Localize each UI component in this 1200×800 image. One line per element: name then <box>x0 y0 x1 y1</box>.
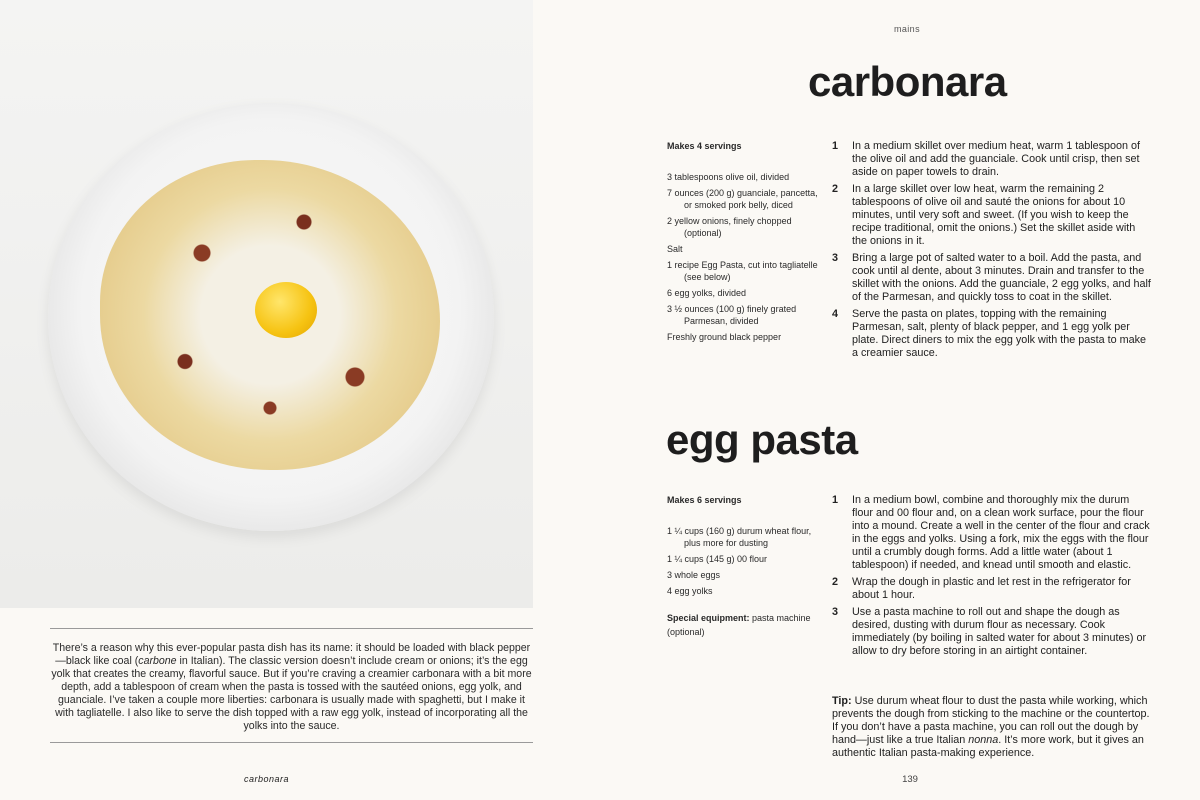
carbonara-ingredients <box>667 140 827 347</box>
recipe-title-carbonara: carbonara <box>808 58 1007 105</box>
ingredient: 3 tablespoons olive oil, divided <box>667 172 790 182</box>
yield: Makes 4 servings <box>667 141 742 151</box>
recipe-title-egg-pasta: egg pasta <box>666 416 858 463</box>
ingredient: Freshly ground black pepper <box>667 332 782 342</box>
ingredient: 7 ounces (200 g) guanciale, pancetta, or smoked pork belly, diced <box>667 188 818 210</box>
ingredient: 1 ¼ cups (145 g) 00 flour <box>667 554 768 564</box>
ingredient: 1 ¼ cups (160 g) durum wheat flour, plus more for dusting <box>667 526 812 548</box>
step-text: Serve the pasta on plates, topping with the remaining Parmesan, salt, plenty of black pepper, and 1 egg yolk per plate. Direct diners to mix the egg yolk with the pasta to make a creamier sauce. <box>852 308 1147 359</box>
tip-text: Use durum wheat flour to dust the pasta while working, which prevents the dough from sticking to the machine or the countertop. If you don’t have a pasta machine, you can roll out the dough by hand—just like a true Italian <box>832 695 1150 746</box>
equipment-text: pasta machine (optional) <box>667 613 811 637</box>
intro-italic: carbone <box>138 655 177 667</box>
step-text: Bring a large pot of salted water to a boil. Add the pasta, and cook until al dente, about 3 minutes. Drain and transfer to the skillet with the onions. Add the guanciale, 2 egg yolks, and half of the Parmesan, and quickly toss to coat in the skillet. <box>852 252 1151 303</box>
carbonara-photo <box>0 0 533 608</box>
step-number: 4 <box>832 308 839 320</box>
step-text: Wrap the dough in plastic and let rest in the refrigerator for about 1 hour. <box>852 576 1131 601</box>
section-label: mains <box>893 24 920 34</box>
tip-text: . It’s more work, but it gives an authentic Italian pasta-making experience. <box>832 734 1144 759</box>
ingredient: 3 ½ ounces (100 g) finely grated Parmesan, divided <box>667 304 797 326</box>
step-number: 2 <box>832 576 839 588</box>
tip-italic: nonna <box>968 734 999 746</box>
carbonara-steps <box>832 140 1152 364</box>
step <box>832 183 1152 248</box>
step-text: Use a pasta machine to roll out and shape the dough as desired, dusting with durum flour as necessary. Cook immediately (by boiling in salted water for about 3 minutes) or allow to dry before storing in an airtight container. <box>852 606 1147 657</box>
special-equipment <box>667 611 827 639</box>
ingredient: 2 yellow onions, finely chopped (optional) <box>667 216 792 238</box>
step-text: In a medium bowl, combine and thoroughly mix the durum flour and 00 flour and, on a clean work surface, pour the flour into a mound. Create a well in the center of the flour and crack in the eggs and yolks. Using a fork, mix the eggs with the flour until a crumbly dough forms. Add a little water (about 1 tablespoon) if needed, and knead until smooth and elastic. <box>852 494 1150 571</box>
step <box>832 308 1152 360</box>
step-text: In a medium skillet over medium heat, warm 1 tablespoon of the olive oil and add the guanciale. Cook until crisp, then set aside on paper towels to drain. <box>852 140 1141 178</box>
egg-pasta-ingredients <box>667 494 827 639</box>
ingredient: Salt <box>667 244 683 254</box>
egg-yolk <box>255 282 317 338</box>
ingredient: 6 egg yolks, divided <box>667 288 747 298</box>
step-number: 3 <box>832 606 839 618</box>
equipment-label: Special equipment: <box>667 613 750 623</box>
step <box>832 576 1152 602</box>
step <box>832 252 1152 304</box>
step-number: 1 <box>832 494 839 506</box>
yield: Makes 6 servings <box>667 495 742 505</box>
tip-label: Tip: <box>832 695 852 707</box>
step <box>832 494 1152 572</box>
intro-text: There’s a reason why this ever-popular pasta dish has its name: it should be loaded with black pepper—black like coal ( <box>52 642 531 667</box>
ingredient: 3 whole eggs <box>667 570 721 580</box>
step-number: 2 <box>832 183 839 195</box>
intro-text: in Italian). The classic version doesn’t include cream or onions; it’s the egg yolk that creates the creamy, flavorful sauce. But if you’re craving a creamier carbonara with a bit more depth, add a tablespoon of cream when the pasta is tossed with the sautéed onions, egg yolk, and guanciale. I’ve taken a couple more liberties: carbonara is usually made with spaghetti, but I make it with tagliatelle. I also like to serve the dish topped with a raw egg yolk, instead of incorporating all the yolks into the sauce. <box>51 655 532 732</box>
step <box>832 606 1152 658</box>
step <box>832 140 1152 179</box>
running-footer: carbonara <box>243 774 290 784</box>
ingredient: 1 recipe Egg Pasta, cut into tagliatelle (see below) <box>667 260 818 282</box>
ingredient: 4 egg yolks <box>667 586 713 596</box>
step-number: 3 <box>832 252 839 264</box>
step-number: 1 <box>832 140 839 152</box>
step-text: In a large skillet over low heat, warm the remaining 2 tablespoons of olive oil and sauté the onions for about 10 minutes, until very soft and sweet. (If you wish to keep the recipe traditional, omit the onions.) Set the skillet aside with the onions in it. <box>852 183 1136 247</box>
egg-pasta-steps <box>832 494 1152 662</box>
intro-paragraph <box>50 628 533 743</box>
page-number: 139 <box>902 774 918 785</box>
tip <box>832 695 1154 760</box>
